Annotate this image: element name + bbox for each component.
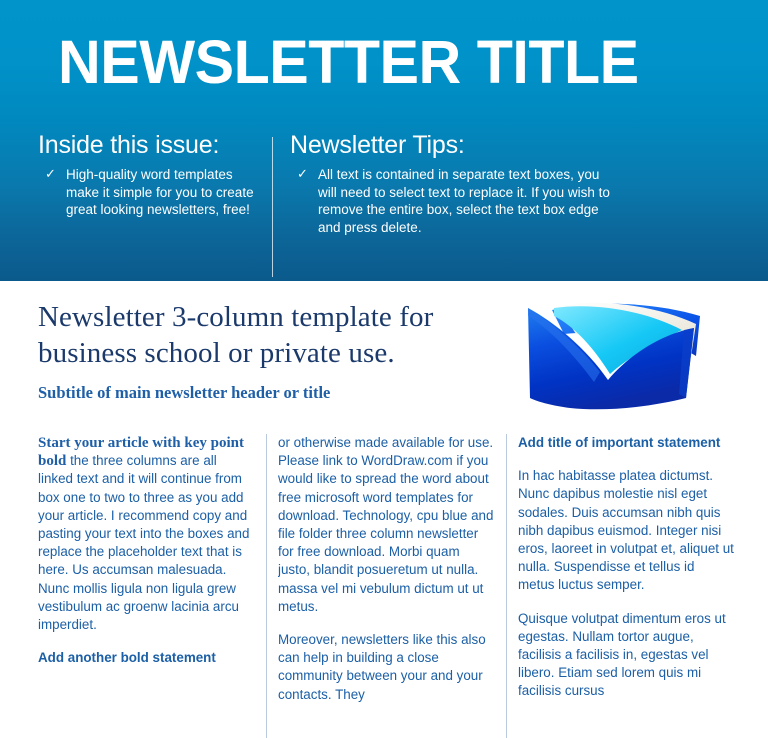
content-area [0,286,768,738]
inside-this-issue-list [38,166,266,219]
article-column-3 [518,434,734,738]
page-title: NEWSLETTER TITLE [58,28,639,96]
check-icon: ✓ [297,166,308,181]
blue-folder-swoosh-icon [524,294,710,416]
article-title-block [38,299,518,403]
inside-this-issue-section [38,131,266,221]
paragraph [38,434,254,634]
paragraph: Moreover, newsletters like this also can help in building a close community between your and your contacts. They [278,632,486,702]
three-column-body [0,434,768,738]
article-column-1 [38,434,254,738]
paragraph: Quisque volutpat dimentum eros ut egestas. Nullam tortor augue, facilisis a facilisis in, egestas vel libero. Etiam sed lorem quis mi facilisis cursus [518,610,726,699]
header-column-divider [272,137,273,277]
lead-bold-text: Start your article with key point bold [38,435,244,470]
check-icon: ✓ [45,166,56,181]
paragraph: or otherwise made available for use. Please link to WordDraw.com if you would like to spread the word about free microsoft word templates for download. Technology, cpu blue and file folder three column newsletter for free download. Morbi quam justo, blandit posueretum ut nulla. massa vel mi vebulum dictum ut ut metus. [278,435,494,614]
column-heading: Add title of important statement [518,435,721,450]
main-headline: Newsletter 3-column template for business school or private use. [38,301,434,369]
list-item [38,166,266,219]
newsletter-tips-list [290,166,620,236]
column-divider-2 [506,434,507,738]
article-column-2 [278,434,494,738]
paragraph: In hac habitasse platea dictumst. Nunc dapibus molestie nisl eget sodales. Duis accumsan nibh quis nibh dapibus euismod. Integer nisi eros, laoreet in volutpat et, aliquet ut nulla. Suspendisse et tellus id metus luctus semper. [518,468,734,593]
header-columns [0,131,768,281]
list-item-label: All text is contained in separate text boxes, you will need to select text to replace it. If you wish to remove the entire box, select the text box edge and press delete. [318,167,610,235]
sub-headline: Subtitle of main newsletter header or title [38,383,331,402]
header-banner [0,0,768,281]
column-divider-1 [266,434,267,738]
list-item-label: High-quality word templates make it simple for you to create great looking newsletters, free! [66,167,254,218]
list-item [290,166,620,236]
newsletter-tips-section [290,131,620,238]
paragraph-text: the three columns are all linked text and it will continue from box one to two to three as you add your article. I recommend copy and pasting your text into the boxes and replace the placeholder text that is here. Us accumsan malesuada. Nunc mollis ligula non ligula grew vestibulum ac groenw lacinia arcu imperdiet. [38,453,250,633]
column-heading: Add another bold statement [38,650,216,666]
inside-this-issue-heading: Inside this issue: [38,131,220,159]
newsletter-tips-heading: Newsletter Tips: [290,131,465,159]
